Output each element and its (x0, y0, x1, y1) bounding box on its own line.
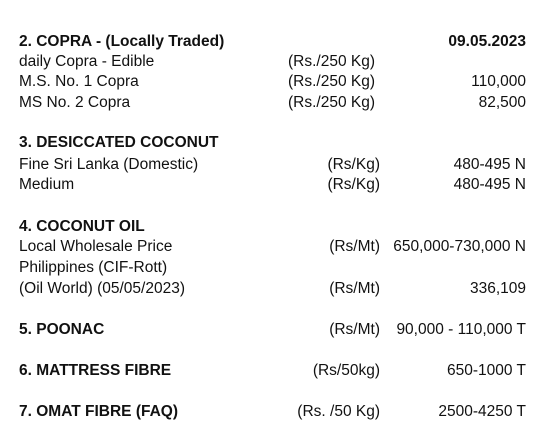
row-unit: (Rs/Kg) (327, 156, 380, 173)
row-unit: (Rs/50kg) (312, 362, 380, 379)
table-row (0, 279, 550, 299)
row-unit: (Rs./250 Kg) (288, 53, 376, 70)
table-row (0, 258, 550, 278)
row-unit: (Rs./250 Kg) (288, 73, 376, 90)
table-row (0, 237, 550, 257)
section-heading: 5. POONAC (19, 321, 105, 338)
section-heading: 7. OMAT FIBRE (FAQ) (19, 403, 179, 420)
section-heading: 2. COPRA - (Locally Traded) (19, 33, 225, 50)
oil-header-row (0, 217, 550, 237)
desiccated-header-row (0, 133, 550, 153)
row-value: 336,109 (469, 280, 526, 297)
row-label: MS No. 2 Copra (19, 94, 131, 111)
omat-row (0, 402, 550, 422)
row-unit: (Rs/Mt) (329, 321, 380, 338)
table-row (0, 175, 550, 195)
row-value: 650,000-730,000 N (393, 238, 526, 255)
row-label: Fine Sri Lanka (Domestic) (19, 156, 199, 173)
row-value: 90,000 - 110,000 T (396, 321, 526, 338)
row-value: 110,000 (471, 73, 526, 90)
row-label: Philippines (CIF-Rott) (19, 259, 168, 276)
row-value: 650-1000 T (447, 362, 526, 379)
section-heading: 4. COCONUT OIL (19, 218, 145, 235)
row-unit: (Rs./250 Kg) (288, 94, 376, 111)
table-row (0, 93, 550, 113)
row-unit: (Rs/Mt) (329, 280, 380, 297)
table-row (0, 155, 550, 175)
report-date: 09.05.2023 (448, 33, 526, 50)
mattress-row (0, 361, 550, 381)
row-label: (Oil World) (05/05/2023) (19, 280, 185, 297)
row-value: 480-495 N (453, 156, 526, 173)
table-row (0, 52, 550, 72)
row-unit: (Rs. /50 Kg) (297, 403, 380, 420)
row-value: 2500-4250 T (438, 403, 526, 420)
row-unit: (Rs/Mt) (329, 238, 380, 255)
copra-header-row (0, 32, 550, 52)
table-row (0, 72, 550, 92)
row-label: M.S. No. 1 Copra (19, 73, 139, 90)
row-unit: (Rs/Kg) (327, 176, 380, 193)
row-value: 82,500 (478, 94, 526, 111)
row-label: Local Wholesale Price (19, 238, 173, 255)
row-value: 480-495 N (453, 176, 526, 193)
section-heading: 6. MATTRESS FIBRE (19, 362, 172, 379)
row-label: Medium (19, 176, 75, 193)
row-label: daily Copra - Edible (19, 53, 155, 70)
section-heading: 3. DESICCATED COCONUT (19, 134, 219, 151)
poonac-row (0, 320, 550, 340)
